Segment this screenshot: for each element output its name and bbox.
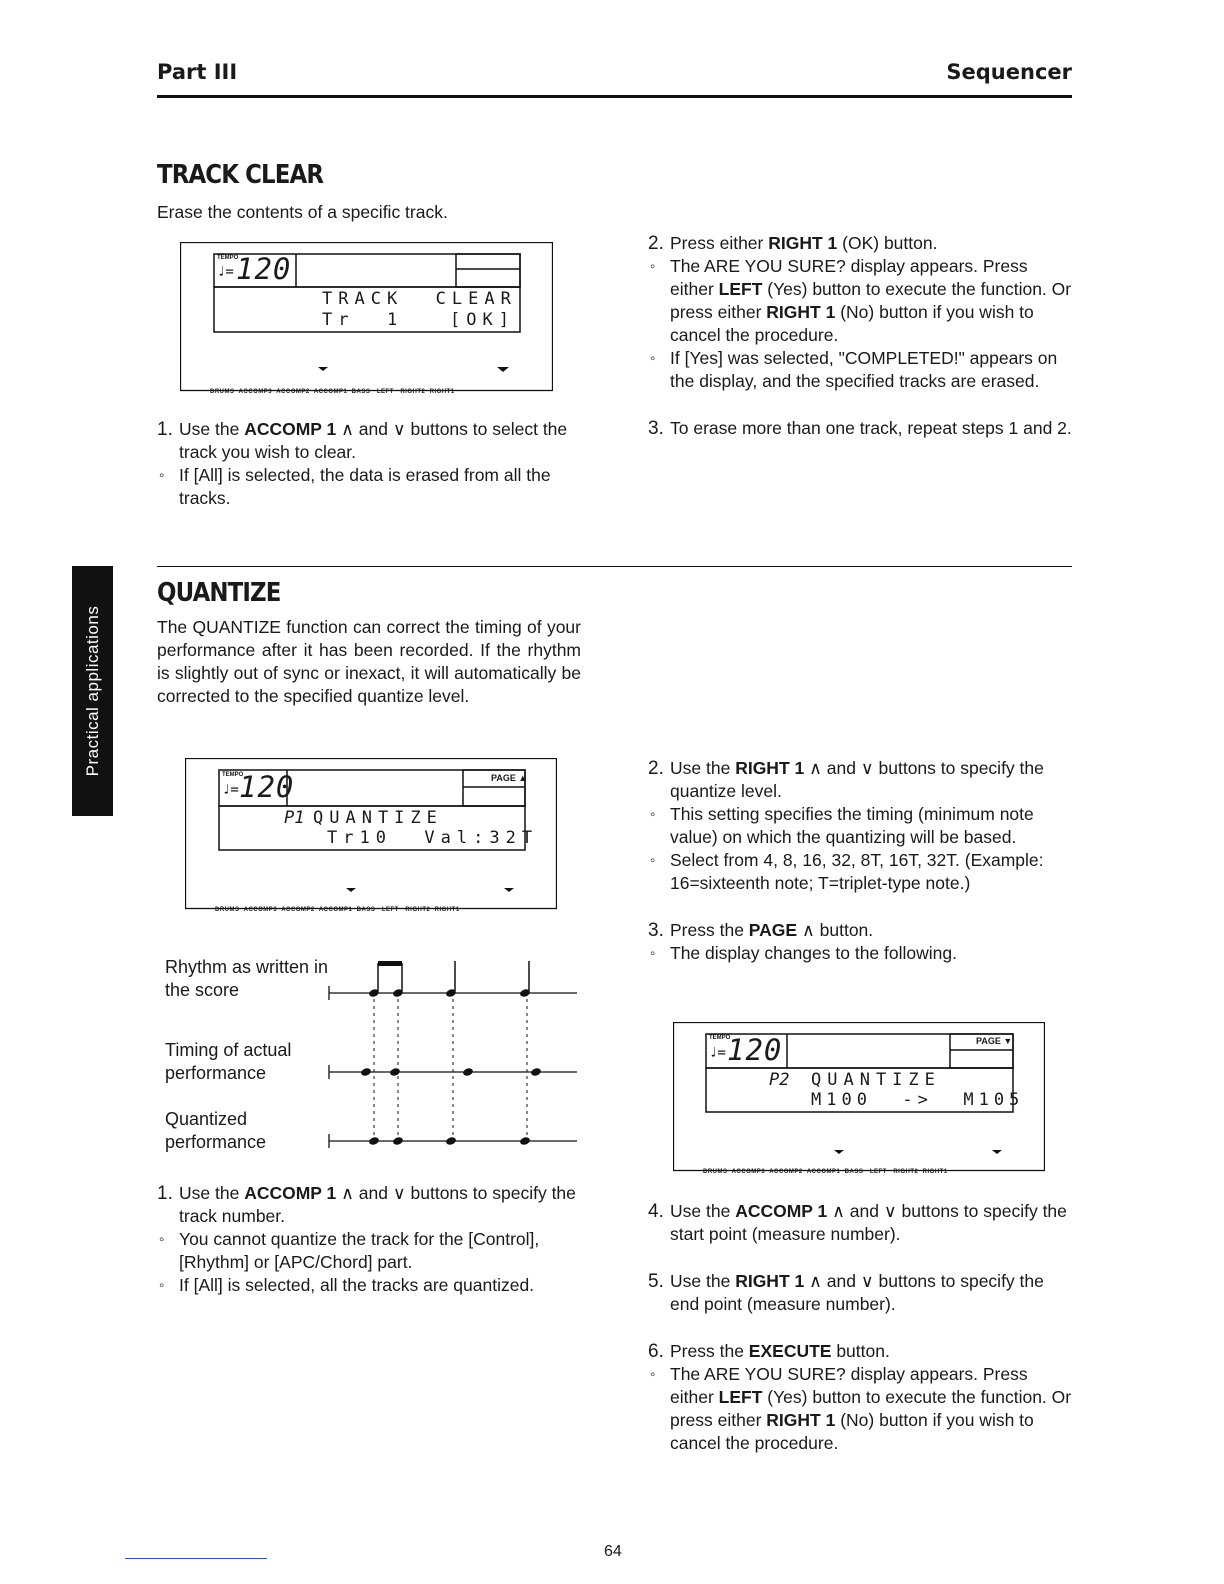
step-text: Use the (670, 1201, 736, 1221)
track-clear-step-2 (648, 232, 1073, 255)
quantize-step-1-bullet-2 (157, 1274, 587, 1297)
button-ref: RIGHT 1 (735, 758, 805, 778)
part-label: Part III (157, 60, 238, 84)
side-tab (72, 566, 113, 816)
step-text: ∧ and ∨ buttons to specify the start point (measure number). (670, 1201, 1067, 1244)
quantize-step-2 (648, 757, 1073, 803)
lcd-line2-right: [OK] (450, 310, 515, 330)
quantize-intro: The QUANTIZE function can correct the timing of your performance after it has been recorded. If the rhythm is slightly out of sync or inexact, it will automatically be corrected to the specified quantize level. (157, 617, 581, 706)
lcd-line2: Tr10 Val:32T (327, 828, 539, 848)
bullet-icon: ◦ (159, 467, 165, 484)
track-clear-step-2-bullet-1 (648, 255, 1073, 347)
lcd-display-quantize-p2 (673, 1022, 1045, 1178)
lcd-bottom-labels: DRUMS ACCOMP3 ACCOMP2 ACCOMP1 BASS LEFT RIGHT2 RIGHT1 (210, 389, 455, 395)
bullet-icon: ◦ (159, 1231, 165, 1248)
step-number: 5. (648, 1271, 664, 1292)
bullet-text: The display changes to the following. (670, 943, 957, 963)
quantize-right-steps-top (648, 757, 1073, 965)
step-text: button. (831, 1341, 890, 1361)
bullet-icon: ◦ (650, 945, 656, 962)
quantize-step-2-bullet-1 (648, 803, 1073, 849)
quantize-title: QUANTIZE (157, 578, 281, 608)
page-code: P1 (284, 808, 305, 828)
step-number: 3. (648, 920, 664, 941)
bullet-text: If [Yes] was selected, "COMPLETED!" appears on the display, and the specified tracks are erased. (670, 348, 1058, 391)
page-number: 64 (604, 1543, 622, 1560)
section-divider (157, 566, 1072, 567)
bullet-text: Select from 4, 8, 16, 32, 8T, 16T, 32T. (Example: 16=sixteenth note; T=triplet-type note.) (670, 850, 1044, 893)
step-text: ∧ button. (797, 920, 874, 940)
quantize-step-5 (648, 1270, 1073, 1316)
button-ref: RIGHT 1 (768, 233, 838, 253)
step-text: To erase more than one track, repeat steps 1 and 2. (670, 418, 1072, 438)
header-rule (157, 95, 1072, 98)
bullet-text: (No) button if you wish to cancel the procedure. (670, 1410, 1034, 1453)
lcd-line1: QUANTIZE (313, 808, 443, 828)
bullet-text: This setting specifies the timing (minimum note value) on which the quantizing will be based. (670, 804, 1034, 847)
quantize-step-2-bullet-2 (648, 849, 1073, 895)
quantize-step-3-bullet (648, 942, 1073, 965)
quantize-left-steps (157, 1182, 587, 1297)
button-ref: EXECUTE (748, 1341, 832, 1361)
note-symbol: ♩= (222, 782, 239, 798)
lcd-bottom-labels: DRUMS ACCOMP3 ACCOMP2 ACCOMP1 BASS LEFT RIGHT2 RIGHT1 (215, 907, 460, 913)
track-clear-title: TRACK CLEAR (157, 160, 324, 190)
button-ref: PAGE (748, 920, 798, 940)
bullet-text: (No) button if you wish to cancel the procedure. (670, 302, 1034, 345)
lcd-display-track-clear (180, 242, 553, 394)
tempo-value: 120 (236, 252, 292, 286)
step-number: 4. (648, 1201, 664, 1222)
step-text: Use the (179, 419, 245, 439)
step-text: ∧ and ∨ buttons to specify the track number. (179, 1183, 576, 1226)
button-ref: RIGHT 1 (766, 302, 836, 322)
track-clear-intro: Erase the contents of a specific track. (157, 202, 448, 222)
step-text: Use the (670, 1271, 736, 1291)
button-ref: RIGHT 1 (766, 1410, 836, 1430)
bullet-icon: ◦ (159, 1277, 165, 1294)
step-text: ∧ and ∨ buttons to specify the quantize level. (670, 758, 1044, 801)
step-text: ∧ and ∨ buttons to specify the end point (measure number). (670, 1271, 1044, 1314)
rhythm-quantized-label: Quantized performance (165, 1109, 267, 1152)
bullet-icon: ◦ (650, 1366, 656, 1383)
lcd-line1: TRACK CLEAR (322, 289, 517, 309)
bullet-text: The ARE YOU SURE? display appears. Press either (670, 1364, 1028, 1407)
lcd-display-quantize-p1 (185, 758, 557, 916)
step-number: 3. (648, 418, 664, 439)
section-label: Sequencer (946, 60, 1072, 84)
quantize-right-steps-bottom (648, 1200, 1073, 1455)
alignment-guides (374, 999, 527, 1135)
step-text: Press either (670, 233, 769, 253)
tempo-tag: TEMPO (217, 255, 239, 261)
step-number: 1. (157, 1183, 173, 1204)
step-text: Use the (179, 1183, 245, 1203)
tempo-tag: TEMPO (222, 772, 244, 778)
rhythm-written-label: Rhythm as written in the score (165, 957, 329, 1000)
lcd-bottom-labels: DRUMS ACCOMP3 ACCOMP2 ACCOMP1 BASS LEFT RIGHT2 RIGHT1 (703, 1169, 948, 1175)
bullet-text: You cannot quantize the track for the [Control], [Rhythm] or [APC/Chord] part. (179, 1229, 540, 1272)
tempo-value: 120 (239, 770, 295, 804)
step-text: ∧ and ∨ buttons to select the track you wish to clear. (179, 419, 568, 462)
track-clear-step-3 (648, 417, 1073, 440)
step-number: 6. (648, 1341, 664, 1362)
page-code: P2 (769, 1070, 790, 1090)
bullet-text: If [All] is selected, the data is erased from all the tracks. (179, 465, 551, 508)
page-up-badge: PAGE ▲ (491, 773, 528, 783)
track-clear-step-1 (157, 418, 587, 464)
quantize-step-1 (157, 1182, 587, 1228)
bullet-text: (Yes) button to execute the function. Or press either (670, 279, 1072, 322)
track-clear-right-steps (648, 232, 1073, 440)
step-text: Press the (670, 920, 749, 940)
rhythm-diagram (325, 955, 585, 1155)
tempo-value: 120 (727, 1033, 783, 1067)
bullet-text: (Yes) button to execute the function. Or press either (670, 1387, 1072, 1430)
button-ref: ACCOMP 1 (244, 419, 337, 439)
footer-link-line (125, 1558, 267, 1559)
bullet-icon: ◦ (650, 806, 656, 823)
bullet-text: If [All] is selected, all the tracks are quantized. (179, 1275, 535, 1295)
quantize-step-6-bullet (648, 1363, 1073, 1455)
step-number: 2. (648, 233, 664, 254)
quantize-step-1-bullet-1 (157, 1228, 587, 1274)
button-ref: ACCOMP 1 (735, 1201, 828, 1221)
button-ref: RIGHT 1 (735, 1271, 805, 1291)
tempo-tag: TEMPO (709, 1035, 731, 1041)
quantize-step-4 (648, 1200, 1073, 1246)
page-down-badge: PAGE ▼ (976, 1036, 1013, 1046)
track-clear-step-1-bullet (157, 464, 587, 510)
rhythm-actual-label: Timing of actual performance (165, 1040, 292, 1083)
quantize-step-3 (648, 919, 1073, 942)
step-number: 1. (157, 419, 173, 440)
lcd-line1: QUANTIZE (811, 1070, 941, 1090)
bullet-icon: ◦ (650, 350, 656, 367)
bullet-icon: ◦ (650, 258, 656, 275)
step-text: Press the (670, 1341, 749, 1361)
lcd-line2: M100 -> M105 (811, 1090, 1025, 1110)
step-text: Use the (670, 758, 736, 778)
button-ref: ACCOMP 1 (244, 1183, 337, 1203)
track-clear-left-steps (157, 418, 587, 510)
side-tab-label: Practical applications (82, 605, 102, 777)
note-symbol: ♩= (217, 264, 234, 280)
track-clear-step-2-bullet-2 (648, 347, 1073, 393)
button-ref: LEFT (718, 1387, 763, 1407)
step-number: 2. (648, 758, 664, 779)
bullet-icon: ◦ (650, 852, 656, 869)
quantize-step-6 (648, 1340, 1073, 1363)
lcd-line2-left: Tr 1 (322, 310, 404, 330)
button-ref: LEFT (718, 279, 763, 299)
note-symbol: ♩= (709, 1045, 726, 1061)
step-text: (OK) button. (837, 233, 938, 253)
bullet-text: The ARE YOU SURE? display appears. Press either (670, 256, 1028, 299)
